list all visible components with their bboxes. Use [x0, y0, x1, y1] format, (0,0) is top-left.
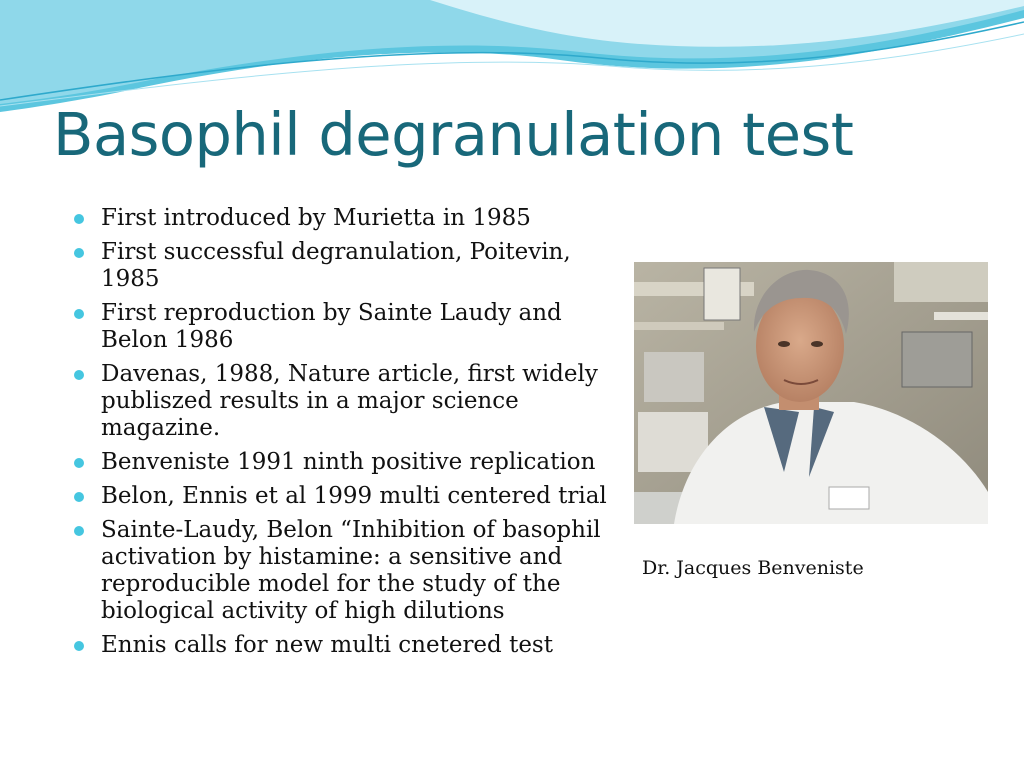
bullet-text: First introduced by Murietta in 1985: [101, 205, 531, 231]
bullet-text: Benveniste 1991 ninth positive replication: [101, 449, 596, 475]
list-item: [74, 632, 614, 659]
list-item: [74, 205, 614, 232]
bullet-text: First reproduction by Sainte Laudy and Belon 1986: [101, 300, 562, 353]
bullet-icon: [74, 492, 84, 502]
bullet-icon: [74, 641, 84, 651]
bullet-list: [74, 205, 614, 666]
list-item: [74, 483, 614, 510]
bullet-icon: [74, 370, 84, 380]
bullet-icon: [74, 309, 84, 319]
list-item: [74, 517, 614, 625]
slide-title: Basophil degranulation test: [53, 100, 854, 169]
bullet-text: Davenas, 1988, Nature article, first widely publiszed results in a major science magazine.: [101, 361, 598, 441]
bullet-icon: [74, 526, 84, 536]
photo-caption: Dr. Jacques Benveniste: [642, 557, 864, 579]
bullet-text: Ennis calls for new multi cnetered test: [101, 632, 553, 658]
bullet-icon: [74, 214, 84, 224]
bullet-icon: [74, 458, 84, 468]
list-item: [74, 361, 614, 442]
header-wave-decoration: [0, 0, 1024, 115]
list-item: [74, 239, 614, 293]
list-item: [74, 449, 614, 476]
bullet-text: Belon, Ennis et al 1999 multi centered trial: [101, 483, 607, 509]
list-item: [74, 300, 614, 354]
portrait-photo: [634, 262, 988, 524]
bullet-icon: [74, 248, 84, 258]
bullet-text: Sainte-Laudy, Belon “Inhibition of basophil activation by histamine: a sensitive and reproducible model for the study of the biological activity of high dilutions: [101, 517, 601, 624]
bullet-text: First successful degranulation, Poitevin, 1985: [101, 239, 571, 292]
